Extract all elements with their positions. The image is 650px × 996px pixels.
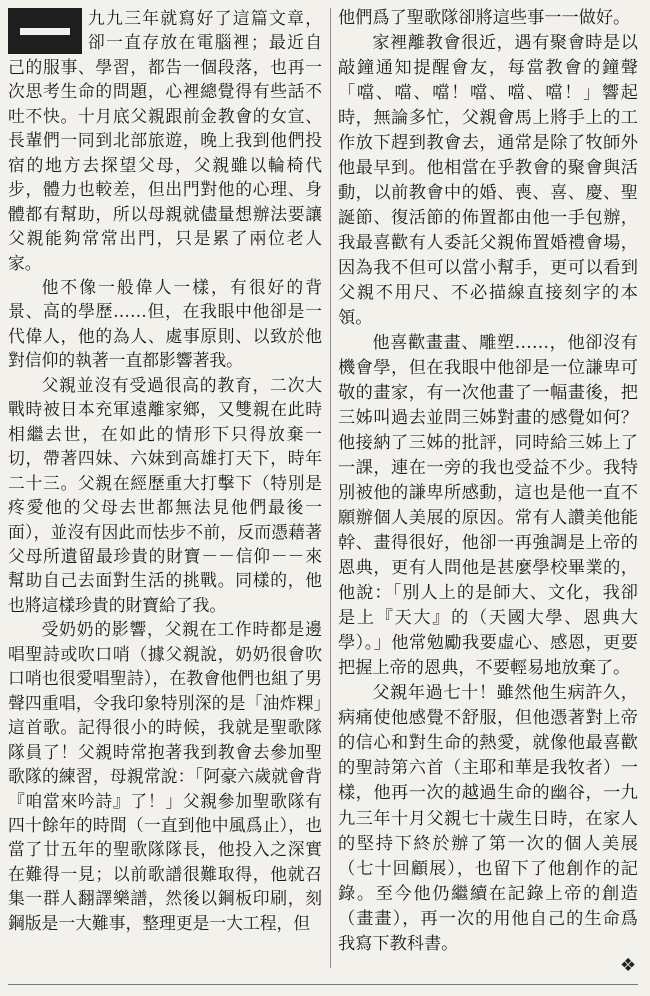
paragraph: 受奶奶的影響，父親在工作時都是邊唱聖詩或吹口哨（據父親說，奶奶很會吹口哨也很愛唱聖詩），在教會他們也組了男聲四重唱，令我印象特別深的是「油炸粿」這首歌。記得很小的時候，我就是聖歌隊隊員了！父親時常抱著我到教會去參加聖歌隊的練習，母親常說：「阿豪六歲就會背『咱當來吟詩』了！」父親參加聖歌隊有四十餘年的時間（一直到他中風爲止），也當了廿五年的聖歌隊隊長，他投入之深實在難得一見；以前歌譜很難取得，他就召集一群人翻譯樂譜，然後以鋼板印刷，刻鋼版是一大難事，整理更是一大工程，但 — [8, 619, 322, 933]
article-right-column — [338, 6, 638, 957]
paragraph-text: 九九三年就寫好了這篇文章，卻一直存放在電腦裡；最近自己的服事、學習，都告一個段落，也再一次思考生命的問題，心裡總覺得有些話不吐不快。十月底父親跟前金教會的女宣、長輩們一同到北部旅遊，晚上我到他們投宿的地方去探望父母，父親雖以輪椅代步，體力也較差，但出門對他的心理、身體都有幫助，所以母親就儘量想辦法要讓父親能夠常常出門，只是累了兩位老人家。 — [8, 8, 322, 273]
paragraph-continued: 他們爲了聖歌隊卻將這些事一一做好。 — [338, 8, 631, 28]
bottom-rule — [8, 984, 638, 985]
column-divider — [330, 8, 331, 968]
paragraph: 父親並沒有受過很高的教育，二次大戰時被日本充軍遠離家鄉，又雙親在此時相繼去世，在如此的情形下只得放棄一切，帶著四妹、六妹到高雄打天下，時年二十三。父親在經歷重大打擊下（特別是疼愛他的父母去世都無法見他們最後一面），並沒有因此而怯步不前，反而憑藉著父母所遺留最珍貴的財寶－－信仰－－來幫助自己去面對生活的挑戰。同樣的，他也將這樣珍貴的財寶給了我。 — [8, 374, 322, 615]
drop-cap-glyph — [20, 28, 70, 35]
drop-cap — [8, 8, 82, 54]
paragraph-opening — [8, 6, 322, 275]
paragraph: 父親年過七十！雖然他生病許久，病痛使他感覺不舒服，但他憑著對上帝的信心和對生命的熱愛，就像他最喜歡的聖詩第六首（主耶和華是我牧者）一樣，他再一次的越過生命的幽谷，一九九三年十月父親七十歲生日時，在家人的堅持下終於辦了第一次的個人美展（七十回顧展），也留下了他創作的記錄。至今他仍繼續在記錄上帝的創造（畫畫），再一次的用他自己的生命爲我寫下教科書。 — [338, 683, 638, 954]
paragraph: 他喜歡畫畫、雕塑……，他卻沒有機會學，但在我眼中他卻是一位謙卑可敬的畫家，有一次他畫了一幅畫後，把三姊叫過去並問三姊對畫的感覺如何？他接納了三姊的批評，同時給三姊上了一課，連在一旁的我也受益不少。我特別被他的謙卑所感動，這也是他一直不願辦個人美展的原因。常有人讚美他能幹、畫得很好，他卻一再強調是上帝的恩典，更有人問他是甚麼學校畢業的，他說：「別人上的是師大、文化，我卻是上『天大』的（天國大學、恩典大學）。」他常勉勵我要虛心、感恩，更要把握上帝的恩典，不要輕易地放棄了。 — [338, 333, 638, 679]
end-ornament-icon: ❖ — [620, 955, 637, 976]
paragraph: 他不像一般偉人一樣，有很好的背景、高的學歷……但，在我眼中他卻是一代偉人，他的為人、處事原則、以致於他對信仰的執著一直都影響著我。 — [8, 276, 322, 371]
article-left-column — [8, 6, 322, 935]
paragraph: 家裡離教會很近，遇有聚會時是以敲鐘通知提醒會友，每當教會的鐘聲「噹、噹、噹！噹、噹、噹！」響起時，無論多忙，父親會馬上將手上的工作放下趕到教會去，通常是除了牧師外他最早到。他相當在乎教會的聚會與活動，以前教會中的婚、喪、喜、慶、聖誕節、復活節的佈置都由他一手包辦，我最喜歡有人委託父親佈置婚禮會場，因為我不但可以當小幫手，更可以看到父親不用尺、不必描線直接刻字的本領。 — [338, 33, 638, 329]
